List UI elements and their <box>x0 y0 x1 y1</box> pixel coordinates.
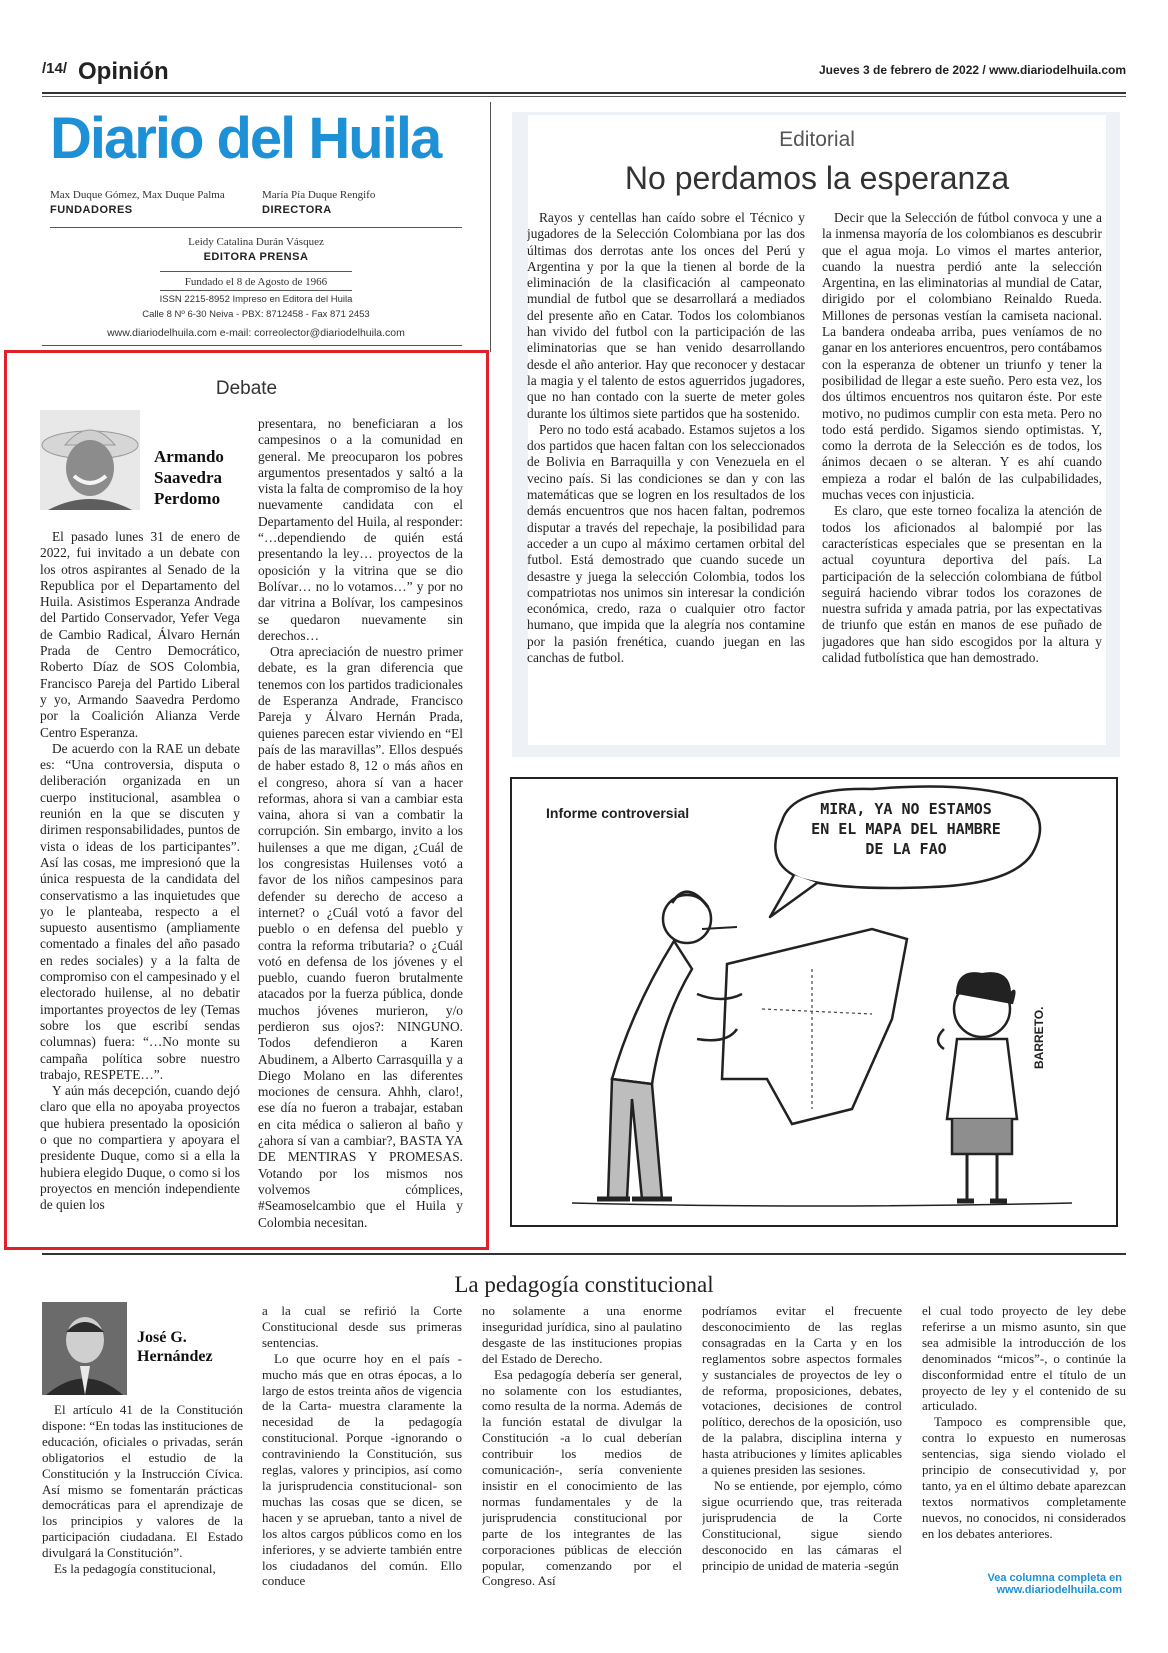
founded-line: Fundado el 8 de Agosto de 1966 <box>184 276 328 288</box>
editor-label: EDITORA PRENSA <box>203 251 309 263</box>
date-line: Jueves 3 de febrero de 2022 / www.diariodelhuila.com <box>818 63 1126 77</box>
paragraph: El pasado lunes 31 de enero de 2022, fui invitado a un debate con los otros aspirantes al Senado de la Republica por el Departamento del Huila. Asistimos Esperanza Andrade del Partido Conservador, Yefer Vega de Cambio Radical, Álvaro Hernán Prada de Centro Democrático, Roberto Díaz de SOS Colombia, Francisco Pareja del Partido Liberal y yo, Armando Saavedra Perdomo por la Coalición Alianza Verde Centro Esperanza. <box>40 529 240 740</box>
founders-label: FUNDADORES <box>50 204 133 216</box>
director-block <box>262 189 462 216</box>
masthead-logo: Diario del Huila <box>50 106 441 171</box>
paragraph: Es claro, que este torneo focaliza la atención de todos los aficionados al balompié por las características especiales que se presentan en la actual coyuntura deportiva del país. La participación de la selección colombiana de fútbol seguirá haciendo vibrar todos los corazones de nuestra sufrida y amada patria, por las expectativas de triunfo que están en manos de ese puñado de jugadores que han sido escogidos por la altura y calidad futbolística que han demostrado. <box>822 503 1102 666</box>
paragraph: podríamos evitar el frecuente desconocimiento de las reglas consagradas en la Carta y en los reglamentos sobre aspectos formales y sustanciales de proyectos de ley o de reforma, proposiciones, debates, votaciones, decisiones de control político, derechos de la oposición, uso de la palabra, disciplina interna y hasta atribuciones y límites aplicables a quienes presiden las sesiones. <box>702 1303 902 1478</box>
web-email-line: www.diariodelhuila.com e-mail: correolector@diariodelhuila.com <box>107 327 405 339</box>
link-line: Vea columna completa en <box>987 1572 1122 1584</box>
editor-rule <box>160 271 352 272</box>
paragraph: Rayos y centellas han caído sobre el Técnico y jugadores de la Selección Colombiana por las dos últimas dos derrotas ante los onces del Perú y Argentina y por la que la tienen al borde de la eliminación de la clasificación al campeonato mundial de futbol que se desarrollará a mediados del presente año en Catar. Todos los colombianos han vivido del futbol con la participación de las eliminatorias que se han venido desarrollando desde el año anterior. Hay que reconocer y destacar la magia y el talento de estos aguerridos jugadores, que no han contado con la suerte de meter goles durante los últimos siete partidos que ha sostenido. <box>527 210 805 421</box>
paragraph: Tampoco es comprensible que, contra lo expuesto en numerosas sentencias, siga siendo violado el principio de consecutividad y, por tanto, ya en el último debate aparezcan textos normativos completamente nuevos, no conocidos, ni considerados en los debates anteriores. <box>922 1414 1126 1541</box>
director-name: María Pía Duque Rengifo <box>262 189 376 201</box>
pedagogia-column-4 <box>702 1303 902 1603</box>
founders-block <box>50 189 270 216</box>
director-label: DIRECTORA <box>262 204 332 216</box>
editorial-column-1 <box>527 210 805 730</box>
bottom-section-rule <box>42 1253 1126 1255</box>
editorial-column-2 <box>822 210 1102 730</box>
pedagogia-column-2 <box>262 1303 462 1603</box>
speech-line: EN EL MAPA DEL HAMBRE <box>811 820 1001 838</box>
debate-section-title: Debate <box>215 378 278 399</box>
debate-author-name: Armando Saavedra Perdomo <box>154 447 224 508</box>
author-photo-jose <box>42 1302 127 1395</box>
paragraph: el cual todo proyecto de ley debe referirse a un mismo asunto, sin que sea admisible la introducción de los denominados “micos”-, o continúe la disconformidad entre el título de un proyecto de ley y el contenido de su articulado. <box>922 1303 1126 1414</box>
issn-line: ISSN 2215-8952 Impreso en Editora del Huila <box>159 294 353 305</box>
paragraph: El artículo 41 de la Constitución dispone: “En todas las instituciones de educación, oficiales o privadas, serán obligatorios el estudio de la Constitución y la Instrucción Cívica. Así mismo se fomentarán prácticas democráticas para el aprendizaje de los principios y valores de la participación ciudadana. El Estado divulgará la Constitución”. <box>42 1402 243 1561</box>
page-number: /14/ <box>42 60 68 77</box>
paragraph: Pero no todo está acabado. Estamos sujetos a los dos partidos que hacen faltan con los seleccionados de Bolivia en Barraquilla y con Venezuela en el vecino país. Si las condiciones se dan y con las matemáticas que se logren en los resultados de los demás encuentros que nos hacen faltan, podremos disputar a través del repechaje, la posibilidad para acceder a un cupo al máximo certamen orbital del futbol. Está demostrado que cuando sucede un desastre y juega la selección Colombia, todos los compatriotas nos unimos sin interesar la condición económica, credo, raza o cualquier otro factor humano, que impida que la alegría nos contamine por la pasión frenética, cuando juegan en las canchas de futbol. <box>527 421 805 666</box>
founders-names: Max Duque Gómez, Max Duque Palma <box>50 189 225 201</box>
author-portrait-icon <box>42 1302 127 1395</box>
paragraph: Es la pedagogía constitucional, <box>54 1561 216 1577</box>
column-divider <box>490 102 491 352</box>
link-url[interactable]: www.diariodelhuila.com <box>996 1584 1122 1596</box>
cartoon-signature: BARRETO. <box>1032 1006 1046 1069</box>
address-line: Calle 8 Nº 6-30 Neiva - PBX: 8712458 - Fax 871 2453 <box>142 309 370 320</box>
paragraph: Esa pedagogía debería ser general, no solamente con los estudiantes, como resulta de la norma. Además de la función estatal de divulgar la Constitución -a lo cual deberían contribuir los medios de comunicación-, sería conveniente insistir en el conocimiento de las normas fundamentales y de la jurisprudencia constitucional por parte de los integrantes de las corporaciones públicas de elección popular, comenzando por el Congreso. Así <box>482 1366 682 1589</box>
pedagogia-author-name: José G. Hernández <box>137 1329 213 1365</box>
paragraph: presentara, no beneficiaran a los campesinos o a la comunidad en general. Me preocuparon los pobres argumentos presentados y saltó a la vista la falta de compromiso de la hoy nuevamente candidata con el Departamento del Huila, al responder: “…dependiendo de quién está presentando la ley… proyectos de la oposición y la vitrina que se dio Bolívar… no lo votamos…” y por no dar vitrina a Bolívar, los campesinos se quedaron nuevamente sin derechos… <box>258 416 463 643</box>
author-portrait-icon <box>40 410 140 510</box>
header-rule <box>42 92 1126 94</box>
pedagogia-title: La pedagogía constitucional <box>454 1272 714 1297</box>
cartoon-title: Informe controversial <box>546 805 690 821</box>
paragraph: De acuerdo con la RAE un debate es: “Una controversia, disputa o deliberación organizada en un cuerpo institucional, asamblea o reunión en la que se discuten y dirimen responsabilidades, puntos de vista o ideas de los participantes”. Así las cosas, me impresionó que la única respuesta de la candidata del conservatismo a las inquietudes que yo le planteaba, respecto a el supuesto ausentismo (ampliamente comentado a finales del año pasado en redes sociales) y a la falta de compromiso con el campesinado y el electorado huilense, al no debatir importantes proyectos de ley (Temas sobre los que escribí sendas columnas) fuera: “…No monte su campaña política sobre nuestro trabajo, RESPETE…”. <box>40 740 240 1082</box>
masthead-rule <box>50 227 462 228</box>
masthead-bottom-rule <box>42 345 462 346</box>
debate-column-1 <box>40 529 240 1231</box>
pedagogia-column-1 <box>42 1402 243 1602</box>
speech-line: MIRA, YA NO ESTAMOS <box>820 800 992 818</box>
pedagogia-column-5 <box>922 1303 1126 1565</box>
debate-column-2 <box>258 416 463 1231</box>
editor-name: Leidy Catalina Durán Vásquez <box>188 236 324 248</box>
paragraph: Otra apreciación de nuestro primer debate, es la gran diferencia que tenemos con los partidos tradicionales de Esperanza Andrade, Francisco Pareja y Álvaro Hernán Prada, quienes parecen estar viviendo en “El país de las maravillas”. Ellos después de haber estado 8, 12 o más años en el congreso, ahora sí van a hacer reformas, ahora si van a cambiar esta vaina, ahora si van a combatir la corrupción. Sin embargo, invito a los huilenses a que me digan, ¿Cuál de los congresistas Huilenses votó a favor de los niños campesinos para defender su derecho de acceso a internet? o ¿Cuál votó a favor del pueblo o en defensa del pueblo y contra la reforma tributaria? o ¿Cuál votó en defensa de los jóvenes y el pueblo, cuando fueron brutalmente atacados por la fuerza pública, donde muchos jóvenes murieron, y/o perdieron sus ojos?: NINGUNO. Todos defendieron a Karen Abudinem, a Alberto Carrasquilla y a Diego Molano en las diferentes mociones de censura. Ahhh, claro!, ese día no fueron a trabajar, estaban en cita médica o salieron al baño y ¿ahora sí van a cambiar?, BASTA YA DE MENTIRAS Y PROMESAS. Votando por los mismos nos volvemos cómplices, #Seamoselcambio que el Huila y Colombia necesitan. <box>258 644 463 1230</box>
paragraph: Lo que ocurre hoy en el país -mucho más que en otras épocas, a lo largo de estos treinta años de vigencia de la Carta- muestra claramente la necesidad de la pedagogía constitucional. Porque -ignorando o contraviniendo la Constitución, sus reglas, valores y principios, así como la jurisprudencia constitucional- son muchas las cosas que se dicen, se hacen y se aprueban, tanto a nivel de los altos cargos públicos como en los inferiores, y se advierte también entre los ciudadanos del común. Ello conduce <box>262 1350 462 1589</box>
cartoon-panel <box>510 777 1118 1227</box>
section-title: Opinión <box>78 58 169 85</box>
paragraph: No se entiende, por ejemplo, cómo sigue ocurriendo que, tras reiterada jurisprudencia de la Corte Constitucional, sigue siendo desconocido en las cámaras el principio de unidad de materia -según <box>702 1477 902 1573</box>
editor-block <box>50 236 462 263</box>
author-photo-armando <box>40 410 140 510</box>
pedagogia-column-3 <box>482 1303 682 1603</box>
founded-rule <box>160 290 352 291</box>
header-rule-thin <box>42 96 1126 97</box>
editorial-headline: No perdamos la esperanza <box>624 160 1010 196</box>
paragraph: Decir que la Selección de fútbol convoca y une a la inmensa mayoría de los colombianos es descubrir que el agua moja. Lo vimos el martes anterior, cuando la nuestra perdió ante la selección Argentina, en las eliminatorias al mundial de Catar, dirigido por el colombiano Reinaldo Rueda. Millones de personas vestían la camiseta nacional. La bandera ondeaba arriba, pues veníamos de no ganar en los anteriores encuentros, pero contábamos con la esperanza de obtener un triunfo y tener la posibilidad de llegar a este sueño. Pero esta vez, los dos últimos encuentros nos quitaron éste. Por este motivo, no pudimos cumplir con esta meta. Pero no todo está perdido. Sigamos siendo optimistas. Y, como la derrota de la Selección es de todos, los ánimos decaen o se alteran. Y es ahí cuando empieza a rodar el balón de las culpabilidades, muchas veces con injusticia. <box>822 210 1102 503</box>
paragraph: a la cual se refirió la Corte Constitucional desde sus primeras sentencias. <box>262 1303 462 1350</box>
paragraph: no solamente a una enorme inseguridad jurídica, sino al paulatino desgaste de las instituciones propias del Estado de Derecho. <box>482 1303 682 1366</box>
editorial-label: Editorial <box>779 128 855 151</box>
paragraph: Y aún más decepción, cuando dejó claro que ella no apoyaba proyectos que hubiera presentado la oposición o que no compartiera y apoyara el presidente Duque, como si a ella la hubiera elegido Duque, o como si los proyectos en mención independiente de quien los <box>40 1083 240 1213</box>
full-column-link[interactable] <box>922 1572 1122 1596</box>
speech-line: DE LA FAO <box>865 840 947 858</box>
cartoon-speech-bubble <box>788 799 1024 859</box>
